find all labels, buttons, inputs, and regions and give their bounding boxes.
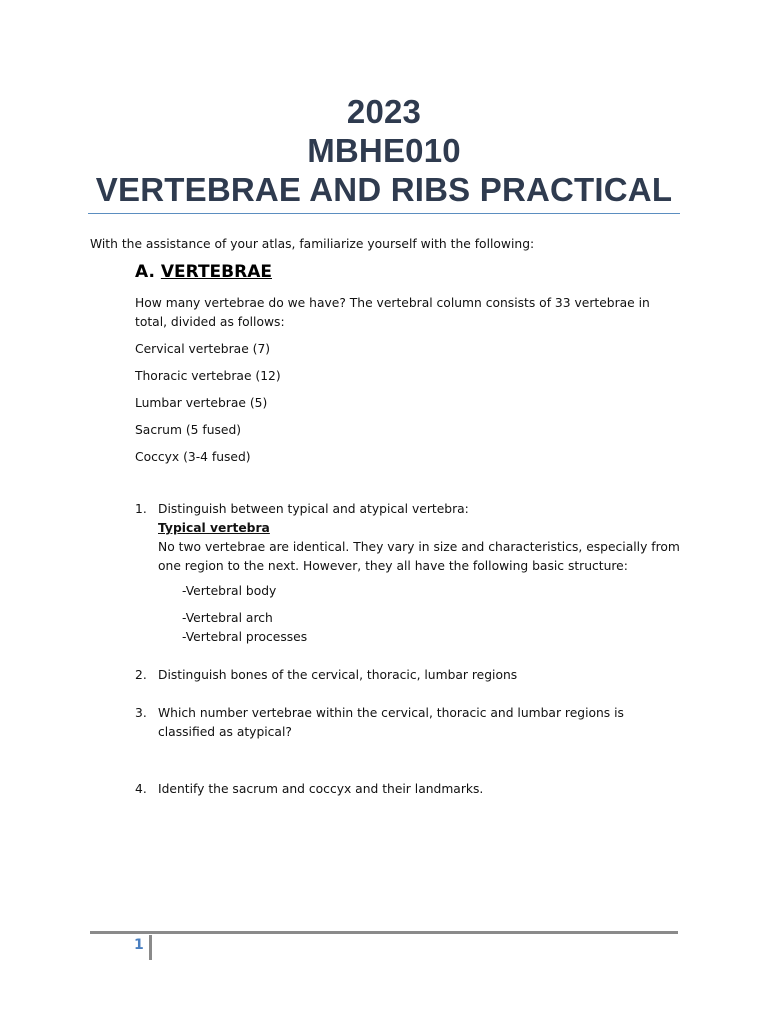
typical-vertebra-subheading: Typical vertebra [158,521,270,535]
section-a-letter: A. [135,262,155,282]
intro-instruction: With the assistance of your atlas, familiarize yourself with the following: [90,237,535,251]
title-practical-name: VERTEBRAE AND RIBS PRACTICAL [95,171,673,208]
question-3 [135,704,680,742]
part-vertebral-arch: -Vertebral arch [182,611,273,625]
question-4-number: 4. [135,782,147,796]
region-cervical: Cervical vertebrae (7) [135,342,271,356]
question-2-number: 2. [135,668,147,682]
question-3-text: Which number vertebrae within the cervical, thoracic and lumbar regions is classified as atypical? [158,706,624,739]
question-1-text: Distinguish between typical and atypical vertebra: [158,502,469,516]
document-title [88,92,680,209]
region-thoracic: Thoracic vertebrae (12) [135,369,281,383]
question-1-number: 1. [135,502,147,516]
section-a-body [135,294,675,475]
section-a-heading [135,262,272,282]
title-course-code: MBHE010 [307,132,461,169]
question-2-text: Distinguish bones of the cervical, thoracic, lumbar regions [158,668,518,682]
region-coccyx: Coccyx (3-4 fused) [135,450,251,464]
footer-rule [90,931,678,934]
typical-vertebra-description: No two vertebrae are identical. They vary in size and characteristics, especially from one region to the next. However, they all have the following basic structure: [158,540,680,573]
title-year: 2023 [346,93,422,130]
region-sacrum: Sacrum (5 fused) [135,423,242,437]
question-4 [135,780,680,799]
page-number: 1 [134,937,144,953]
page-number-divider [149,935,152,960]
vertebrae-count-intro: How many vertebrae do we have? The vertebral column consists of 33 vertebrae in total, divided as follows: [135,296,650,329]
question-list [135,500,680,799]
question-4-text: Identify the sacrum and coccyx and their landmarks. [158,782,484,796]
vertebra-parts-list [158,582,680,647]
part-vertebral-processes: -Vertebral processes [182,630,308,644]
part-vertebral-body: -Vertebral body [182,584,277,598]
question-1 [135,500,680,647]
section-a-title: VERTEBRAE [160,262,272,282]
region-lumbar: Lumbar vertebrae (5) [135,396,268,410]
question-3-number: 3. [135,706,147,720]
question-2 [135,666,680,685]
title-underline-rule [88,213,680,214]
